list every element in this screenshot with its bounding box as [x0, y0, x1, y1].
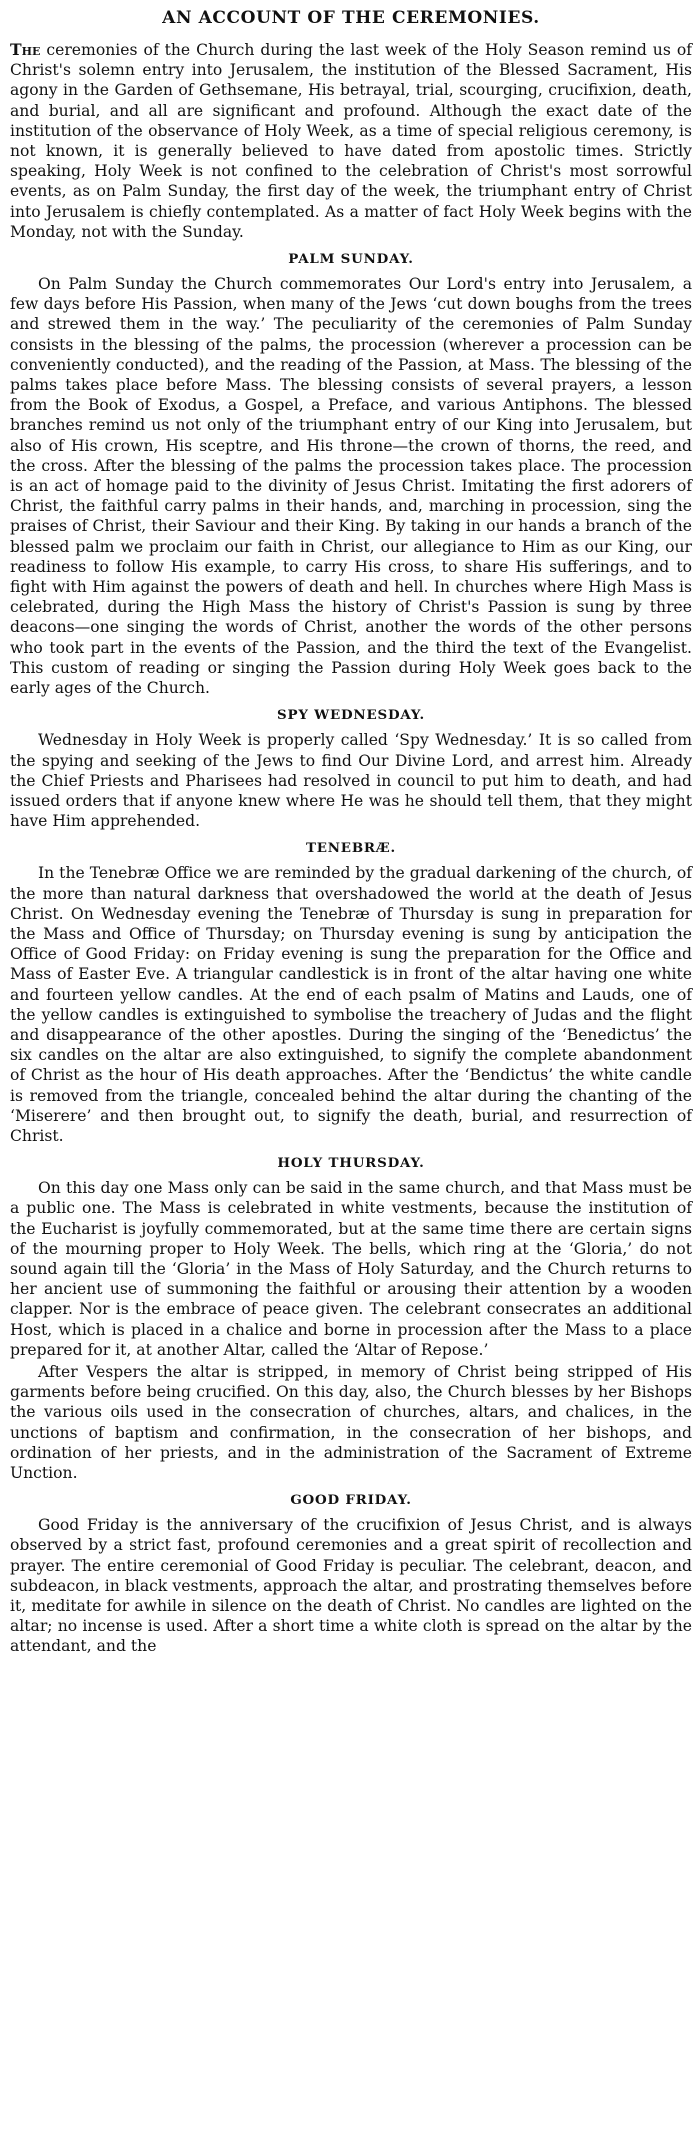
section-heading: PALM SUNDAY.	[288, 251, 414, 268]
section-paragraph: In the Tenebræ Office we are reminded by the gradual darkening of the church, of the more than natural darkness that overshadowed the world at the death of Jesus Christ. On Wednesday evening the Tenebræ of Thursday is sung in preparation for the Mass and Office of Thursday; on Thursday evening is sung by anticipation the Office of Good Friday: on Friday evening is sung the preparation for the Office and Mass of Easter Eve. A triangular candlestick is in front of the altar having one white and fourteen yellow candles. At the end of each psalm of Matins and Lauds, one of the yellow candles is extinguished to symbolise the treachery of Judas and the flight and disappearance of the other apostles. During the singing of the ‘Benedictus’ the six candles on the altar are also extinguished, to signify the complete abandonment of Christ as the hour of His death approaches. After the ‘Bendictus’ the white candle is removed from the triangle, concealed behind the altar during the chanting of the ‘Miserere’ and then brought out, to signify the death, burial, and resurrection of Christ.	[10, 864, 692, 1145]
section-heading: SPY WEDNESDAY.	[277, 707, 425, 724]
section-paragraph: Wednesday in Holy Week is properly called ‘Spy Wednesday.’ It is so called from the spying and seeking of the Jews to find Our Divine Lord, and arrest him. Already the Chief Priests and Pharisees had resolved in council to put him to death, and had issued orders that if anyone knew where He was he should tell them, that they might have Him apprehended.	[10, 731, 692, 831]
intro-text: ceremonies of the Church during the last week of the Holy Season remind us of Christ's solemn entry into Jerusalem, the institution of the Blessed Sacrament, His agony in the Garden of Gethsemane, His betrayal, trial, scourging, crucifixion, death, and burial, and all are significant and profound. Although the exact date of the institution of the observance of Holy Week, as a time of special religious ceremony, is not known, it is generally believed to have dated from apostolic times. Strictly speaking, Holy Week is not confined to the celebration of Christ's most sorrowful events, as on Palm Sunday, the first day of the week, the triumphant entry of Christ into Jerusalem is chiefly contemplated. As a matter of fact Holy Week begins with the Monday, not with the Sunday.	[10, 41, 692, 241]
section-paragraph: On this day one Mass only can be said in the same church, and that Mass must be a public one. The Mass is celebrated in white vestments, because the institution of the Eucharist is joyfully commemorated, but at the same time there are certain signs of the mourning proper to Holy Week. The bells, which ring at the ‘Gloria,’ do not sound again till the ‘Gloria’ in the Mass of Holy Saturday, and the Church returns to her ancient use of summoning the faithful or arousing their attention by a wooden clapper. Nor is the embrace of peace given. The celebrant consecrates an additional Host, which is placed in a chalice and borne in procession after the Mass to a place prepared for it, at another Altar, called the ‘Altar of Repose.’	[10, 1179, 692, 1359]
section-paragraph: On Palm Sunday the Church commemorates Our Lord's entry into Jerusalem, a few days before His Passion, when many of the Jews ‘cut down boughs from the trees and strewed them in the way.’ The peculiarity of the ceremonies of Palm Sunday consists in the blessing of the palms, the procession (wherever a procession can be conveniently conducted), and the reading of the Passion, at Mass. The blessing of the palms takes place before Mass. The blessing consists of several prayers, a lesson from the Book of Exodus, a Gospel, a Preface, and various Antiphons. The blessed branches remind us not only of the triumphant entry of our King into Jerusalem, but also of His crown, His sceptre, and His throne—the crown of thorns, the reed, and the cross. After the blessing of the palms the procession takes place. The procession is an act of homage paid to the divinity of Jesus Christ. Imitating the first adorers of Christ, the faithful carry palms in their hands, and, marching in procession, sing the praises of Christ, their Saviour and their King. By taking in our hands a branch of the blessed palm we proclaim our faith in Christ, our allegiance to Him as our King, our readiness to follow His example, to carry His cross, to share His sufferings, and to fight with Him against the powers of death and hell. In churches where High Mass is celebrated, during the High Mass the history of Christ's Passion is sung by three deacons—one singing the words of Christ, another the words of the other persons who took part in the events of the Passion, and the third the text of the Evangelist. This custom of reading or singing the Passion during Holy Week goes back to the early ages of the Church.	[10, 275, 692, 698]
section-heading: TENEBRÆ.	[306, 840, 396, 857]
intro-paragraph	[10, 40, 692, 242]
section-paragraph: After Vespers the altar is stripped, in memory of Christ being stripped of His garments before being crucified. On this day, also, the Church blesses by her Bishops the various oils used in the consecration of churches, altars, and chalices, in the unctions of baptism and confirmation, in the consecration of her bishops, and ordination of her priests, and in the administration of the Sacrament of Extreme Unction.	[10, 1362, 692, 1482]
intro-lead-word: The	[10, 40, 41, 59]
document-title: AN ACCOUNT OF THE CEREMONIES.	[162, 8, 540, 28]
section-heading: GOOD FRIDAY.	[290, 1492, 412, 1509]
section-paragraph: Good Friday is the anniversary of the crucifixion of Jesus Christ, and is always observed by a strict fast, profound ceremonies and a great spirit of recollection and prayer. The entire ceremonial of Good Friday is peculiar. The celebrant, deacon, and subdeacon, in black vestments, approach the altar, and prostrating themselves before it, meditate for awhile in silence on the death of Christ. No candles are lighted on the altar; no incense is used. After a short time a white cloth is spread on the altar by the attendant, and the	[10, 1516, 692, 1656]
section-heading: HOLY THURSDAY.	[277, 1155, 425, 1172]
section-holy-thursday	[10, 1155, 692, 1483]
section-good-friday	[10, 1492, 692, 1656]
section-tenebrae	[10, 840, 692, 1146]
section-spy-wednesday	[10, 707, 692, 831]
section-palm-sunday	[10, 251, 692, 698]
